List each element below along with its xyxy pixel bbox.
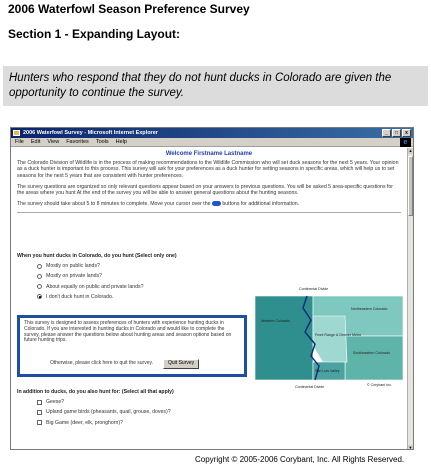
intro-paragraph-3 [17, 201, 401, 207]
intro-paragraph-1: The Colorado Division of Wildlife is in the process of making recommendations to the Wildlife Commission who will set duck seasons for the next 5 years. Your opinion as a duck hunter is important to this process. This survey will ask for your preferences as a duck hunter for setting seasons in specific areas, which will help us to set seasons for the next 5 years that are consistent with hunter preferences. [17, 160, 399, 179]
option-label: Upland game birds (pheasants, quail, grouse, doves)? [46, 409, 171, 416]
notice-text: This survey is designed to assess preferences of hunters with experience hunting ducks in Colorado. If you are interested in hunting ducks in Colorado and would like to complete the survey, please answer the questions below about hunting areas and season options based on future hunting trips. [24, 320, 232, 344]
map-label-front-range: Front Range & Denver Metro [315, 333, 362, 337]
option-label: About equally on public and private lands? [46, 283, 144, 290]
colorado-regions-map [255, 282, 403, 392]
map-label-southeastern: Southeastern Colorado [353, 351, 390, 355]
scroll-thumb[interactable] [408, 156, 413, 216]
intro-text-b: buttons for additional information. [222, 201, 300, 208]
radio-button[interactable] [37, 274, 42, 279]
checkbox[interactable] [37, 400, 42, 405]
option-label: Mostly on private lands? [46, 273, 102, 280]
copyright-footer: Copyright © 2005-2006 Corybant, Inc. All Rights Reserved. [195, 455, 405, 464]
scroll-up-arrow-icon[interactable]: ▲ [408, 148, 413, 153]
maximize-button[interactable]: □ [392, 129, 401, 137]
menu-file[interactable]: File [15, 139, 24, 145]
intro-paragraph-2: The survey questions are organized so only relevant questions appear based on your answers to previous questions. You will be asked 5 area-specific questions for the areas where you hunt At the end of the survey you will be able to answer general questions about the hunting seasons. [17, 183, 394, 197]
close-button[interactable]: x [402, 129, 411, 137]
question-title: When you hunt ducks in Colorado, do you hunt (Select only one) [17, 253, 177, 259]
map-region-southeastern[interactable] [345, 336, 403, 380]
option-label: Big Game (deer, elk, pronghorn)? [46, 419, 123, 426]
intro-text-a: The survey should take about 5 to 8 minutes to complete. Move your cursor over the [17, 201, 211, 208]
window-titlebar [11, 128, 413, 138]
document-title: 2006 Waterfowl Season Preference Survey [8, 2, 250, 16]
option-private[interactable] [37, 273, 257, 279]
radio-button[interactable] [37, 264, 42, 269]
checkbox[interactable] [37, 410, 42, 415]
callout-box: Hunters who respond that they do not hunt ducks in Colorado are given the opportunity to continue the survey. [3, 66, 428, 106]
map-label-western: Western Colorado [261, 319, 290, 323]
radio-button[interactable] [37, 284, 42, 289]
browser-window [10, 127, 414, 450]
menu-view[interactable]: View [47, 139, 60, 145]
option-label: I don't duck hunt in Colorado. [46, 293, 114, 300]
map-region-front-range[interactable] [313, 316, 347, 366]
expanded-notice-box [17, 315, 247, 377]
menu-bar [11, 138, 413, 147]
question-other-game [17, 389, 257, 430]
menu-edit[interactable]: Edit [30, 139, 41, 145]
option-geese[interactable] [37, 399, 257, 405]
map-credit: © Corybant Inc. [367, 383, 393, 387]
map-region-western[interactable] [255, 296, 313, 380]
quit-prompt: Otherwise, please click here to quit the survey. [50, 360, 154, 367]
checkbox[interactable] [37, 420, 42, 425]
divider [17, 212, 401, 213]
vertical-scrollbar[interactable] [407, 148, 413, 450]
windows-logo-icon: e [400, 138, 411, 147]
info-button-icon[interactable] [212, 201, 221, 206]
menu-favorites[interactable]: Favorites [66, 139, 89, 145]
option-no-hunt[interactable] [37, 294, 257, 300]
page-content [11, 148, 407, 450]
welcome-heading: Welcome Firstname Lastname [165, 151, 253, 157]
radio-button-selected[interactable] [37, 294, 42, 299]
option-upland[interactable] [37, 409, 257, 415]
minimize-button[interactable]: _ [382, 129, 391, 137]
window-title: 2006 Waterfowl Survey - Microsoft Internet Explorer [23, 130, 158, 136]
quit-survey-button[interactable]: Quit Survey [163, 359, 199, 369]
option-public[interactable] [37, 263, 257, 269]
question-hunt-land [17, 253, 257, 304]
menu-help[interactable]: Help [115, 139, 127, 145]
question-title: In addition to ducks, do you also hunt for: (Select all that apply) [17, 389, 174, 395]
map-label-northeastern: Northeastern Colorado [351, 307, 388, 311]
map-label-divide-top: Continental Divide [299, 287, 329, 291]
menu-tools[interactable]: Tools [95, 139, 109, 145]
map-label-divide-bottom: Continental Divide [295, 385, 325, 389]
option-label: Mostly on public lands? [46, 263, 100, 270]
ie-app-icon [13, 130, 20, 136]
option-equal[interactable] [37, 284, 257, 290]
scroll-down-arrow-icon[interactable]: ▼ [408, 445, 413, 450]
option-big-game[interactable] [37, 420, 257, 426]
map-label-san-luis: San Luis Valley [315, 369, 340, 373]
option-label: Geese? [46, 399, 65, 406]
section-heading: Section 1 - Expanding Layout: [8, 27, 181, 41]
